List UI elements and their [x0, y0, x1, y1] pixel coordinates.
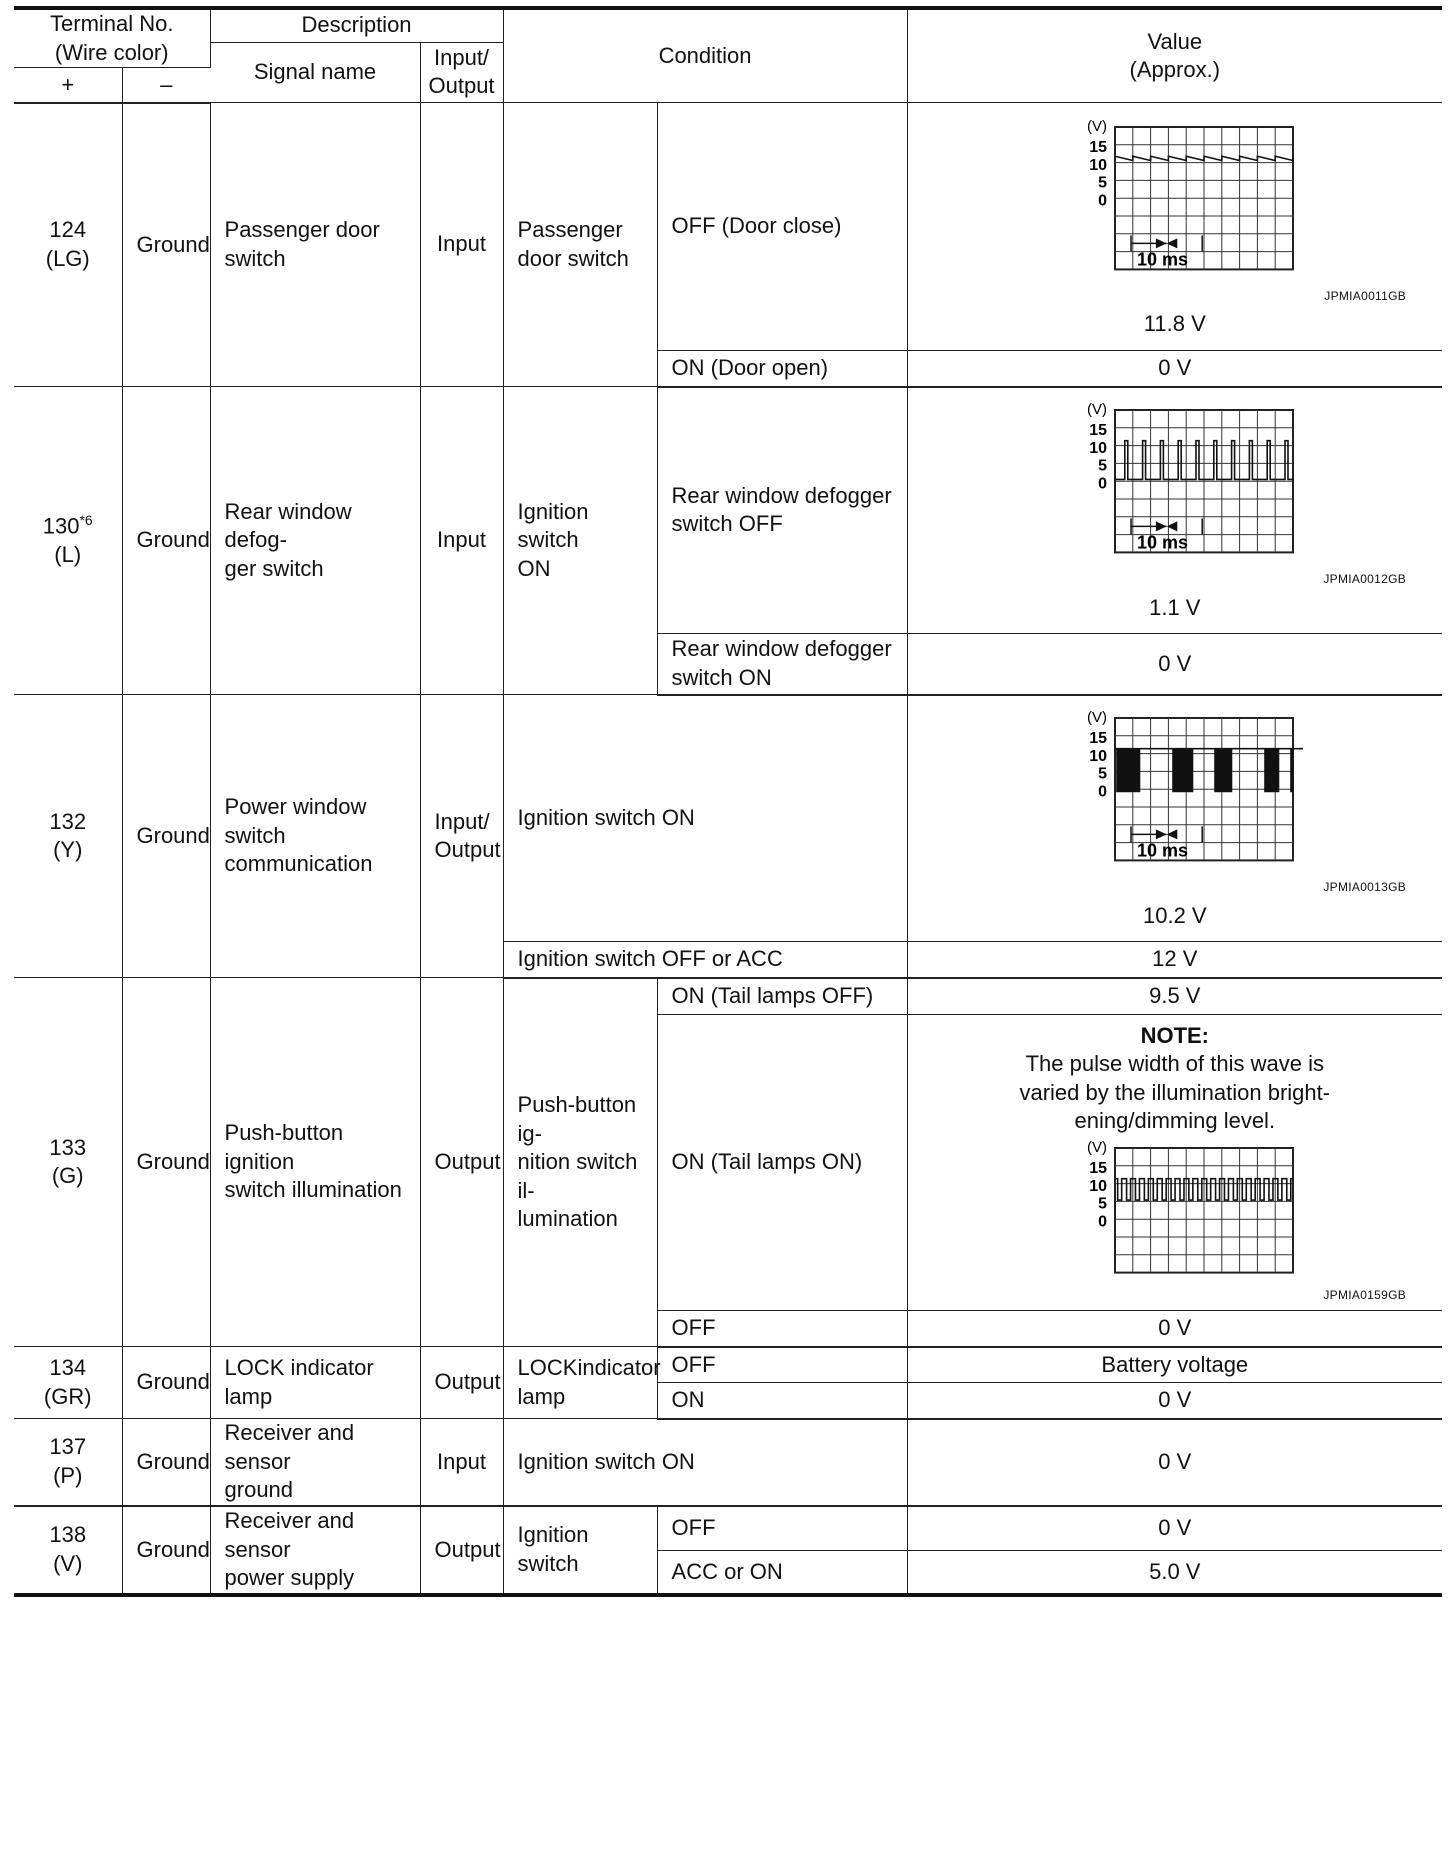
value-cell: [907, 695, 1442, 942]
table-row: [14, 1419, 1442, 1506]
subcondition-cell: OFF: [657, 1506, 907, 1550]
value-cell: Battery voltage: [907, 1347, 1442, 1383]
time-arrow: [1156, 522, 1167, 532]
subcondition-cell: OFF (Door close): [657, 103, 907, 351]
y-tick-label: 5: [1097, 765, 1107, 783]
signal-cell: LOCK indicator lamp: [210, 1347, 420, 1419]
terminal-cell: 132 (Y): [14, 695, 122, 978]
header-signal-name: Signal name: [210, 42, 420, 103]
waveform-trace: [1115, 156, 1293, 160]
subcondition-cell: Rear window defogger switch OFF: [657, 387, 907, 634]
value-cell: [907, 1015, 1442, 1311]
signal-cell: Power window switch communication: [210, 695, 420, 978]
axis-unit: (V): [1086, 401, 1107, 419]
terminal-cell: 130$^{*6}$ (L): [14, 387, 122, 695]
condition-cell: Ignition switch ON: [503, 387, 657, 695]
subcondition-cell: OFF: [657, 1311, 907, 1347]
header-input-output: Input/ Output: [420, 42, 503, 103]
terminal-cell: 138 (V): [14, 1506, 122, 1595]
figure-code: JPMIA0011GB: [1324, 288, 1407, 303]
io-cell: Output: [420, 978, 503, 1347]
waveform-chart: [1047, 398, 1303, 570]
y-tick-label: 5: [1097, 457, 1107, 475]
y-tick-label: 0: [1097, 191, 1107, 209]
header-condition: Condition: [503, 8, 907, 103]
header-minus: –: [122, 68, 210, 103]
value-cell: 0 V: [907, 1383, 1442, 1419]
y-tick-label: 10: [1089, 1177, 1107, 1195]
y-tick-label: 10: [1089, 156, 1107, 174]
condition-cell: Push-button ig- nition switch il- lumination: [503, 978, 657, 1347]
condition-cell: Ignition switch OFF or ACC: [503, 942, 907, 978]
terminal-cell: 124 (LG): [14, 103, 122, 387]
subcondition-cell: Rear window defogger switch ON: [657, 634, 907, 695]
signal-cell: Rear window defog- ger switch: [210, 387, 420, 695]
minus-cell: Ground: [122, 978, 210, 1347]
condition-cell: Ignition switch ON: [503, 695, 907, 942]
y-tick-label: 0: [1097, 475, 1107, 493]
value-cell: 0 V: [907, 634, 1442, 695]
condition-cell: Ignition switch: [503, 1506, 657, 1595]
y-tick-label: 0: [1097, 1213, 1107, 1231]
value-cell: 9.5 V: [907, 978, 1442, 1015]
value-cell: 12 V: [907, 942, 1442, 978]
subcondition-cell: ON (Door open): [657, 351, 907, 387]
terminal-table: [14, 6, 1442, 1597]
subcondition-cell: ON: [657, 1383, 907, 1419]
note-title: NOTE:: [1140, 1022, 1210, 1048]
time-div-label: 10 ms: [1136, 840, 1188, 861]
signal-cell: Receiver and sensor power supply: [210, 1506, 420, 1595]
subcondition-cell: ACC or ON: [657, 1550, 907, 1594]
io-cell: Input: [420, 1419, 503, 1506]
header-value: Value (Approx.): [907, 8, 1442, 103]
value-cell: 0 V: [907, 1419, 1442, 1506]
table-row: [14, 1347, 1442, 1383]
header-description: Description: [210, 8, 503, 42]
y-tick-label: 5: [1097, 174, 1107, 192]
axis-unit: (V): [1086, 1139, 1107, 1157]
io-cell: Input: [420, 103, 503, 387]
terminal-cell: 137 (P): [14, 1419, 122, 1506]
subcondition-cell: ON (Tail lamps OFF): [657, 978, 907, 1015]
waveform-chart: [1047, 1136, 1303, 1286]
value-cell: [907, 387, 1442, 634]
io-cell: Output: [420, 1506, 503, 1595]
condition-cell: Passenger door switch: [503, 103, 657, 387]
value-cell: [907, 103, 1442, 351]
axis-unit: (V): [1086, 709, 1107, 727]
subcondition-cell: OFF: [657, 1347, 907, 1383]
value-reading: 11.8 V: [1143, 311, 1206, 337]
y-tick-label: 0: [1097, 783, 1107, 801]
figure-code: JPMIA0012GB: [1323, 572, 1407, 587]
header-terminal: Terminal No. (Wire color): [14, 8, 210, 68]
time-arrow: [1156, 238, 1167, 248]
y-tick-label: 5: [1097, 1195, 1107, 1213]
io-cell: Output: [420, 1347, 503, 1419]
value-cell: 5.0 V: [907, 1550, 1442, 1594]
y-tick-label: 15: [1089, 422, 1107, 440]
subcondition-cell: ON (Tail lamps ON): [657, 1015, 907, 1311]
axis-unit: (V): [1086, 117, 1107, 135]
figure-code: JPMIA0159GB: [1323, 1288, 1407, 1303]
table-row: [14, 978, 1442, 1015]
y-tick-label: 10: [1089, 440, 1107, 458]
value-cell: 0 V: [907, 1311, 1442, 1347]
minus-cell: Ground: [122, 695, 210, 978]
y-tick-label: 15: [1089, 730, 1107, 748]
table-row: [14, 387, 1442, 634]
y-tick-label: 15: [1089, 138, 1107, 156]
value-reading: 10.2 V: [1142, 902, 1207, 928]
header-plus: +: [14, 68, 122, 103]
time-div-label: 10 ms: [1136, 248, 1188, 269]
time-arrow: [1156, 830, 1167, 840]
table-row: [14, 1506, 1442, 1550]
signal-cell: Push-button ignition switch illumination: [210, 978, 420, 1347]
condition-cell: Ignition switch ON: [503, 1419, 907, 1506]
y-tick-label: 10: [1089, 748, 1107, 766]
signal-cell: Receiver and sensor ground: [210, 1419, 420, 1506]
io-cell: Input/ Output: [420, 695, 503, 978]
value-cell: 0 V: [907, 351, 1442, 387]
minus-cell: Ground: [122, 387, 210, 695]
waveform-chart: [1047, 115, 1303, 287]
minus-cell: Ground: [122, 103, 210, 387]
time-div-label: 10 ms: [1136, 532, 1188, 553]
minus-cell: Ground: [122, 1506, 210, 1595]
waveform-chart: [1047, 706, 1303, 878]
table-row: [14, 695, 1442, 942]
minus-cell: Ground: [122, 1347, 210, 1419]
io-cell: Input: [420, 387, 503, 695]
value-cell: 0 V: [907, 1506, 1442, 1550]
figure-code: JPMIA0013GB: [1323, 880, 1407, 895]
terminal-cell: 134 (GR): [14, 1347, 122, 1419]
minus-cell: Ground: [122, 1419, 210, 1506]
note-text: The pulse width of this wave is varied by the illumination bright- ening/dimming level.: [1019, 1051, 1331, 1134]
terminal-cell: 133 (G): [14, 978, 122, 1347]
signal-cell: Passenger door switch: [210, 103, 420, 387]
table-row: [14, 103, 1442, 351]
y-tick-label: 15: [1089, 1160, 1107, 1178]
condition-cell: LOCKindicator lamp: [503, 1347, 657, 1419]
waveform-trace: [1115, 749, 1303, 792]
value-reading: 1.1 V: [1149, 594, 1201, 620]
